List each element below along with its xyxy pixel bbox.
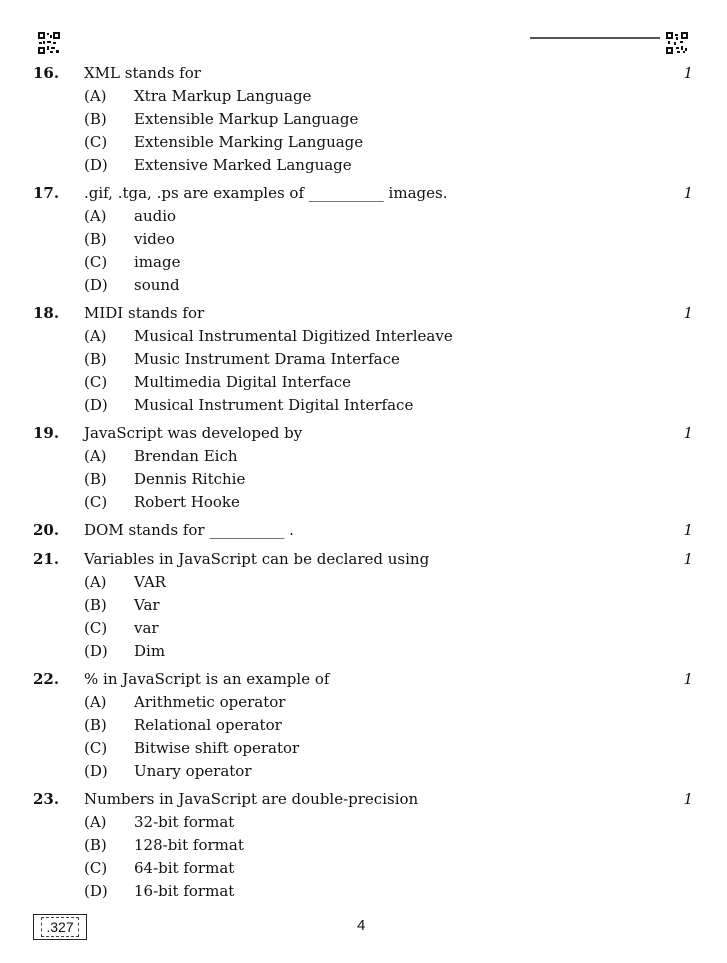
question-number: 22.: [33, 670, 60, 688]
option-text: sound: [134, 276, 180, 294]
option-label: (B): [84, 350, 107, 368]
option-d: [33, 154, 693, 177]
option-c: [33, 131, 693, 154]
option-text: Musical Instrument Digital Interface: [134, 396, 414, 414]
option-text: Xtra Markup Language: [134, 87, 312, 105]
option-b: [33, 348, 693, 371]
question-number: 18.: [33, 304, 60, 322]
option-label: (D): [84, 276, 108, 294]
option-label: (D): [84, 762, 108, 780]
qr-code-icon: [38, 32, 60, 54]
option-text: Extensive Marked Language: [134, 156, 352, 174]
question-number: 16.: [33, 64, 60, 82]
serial-barcode: [530, 35, 660, 41]
option-b: [33, 594, 693, 617]
qr-code-icon: [666, 32, 688, 54]
option-label: (A): [84, 447, 107, 465]
option-label: (D): [84, 396, 108, 414]
option-label: (C): [84, 133, 108, 151]
option-label: (A): [84, 327, 107, 345]
question-marks: 1: [683, 64, 693, 82]
question-line: [33, 788, 693, 811]
option-text: 128-bit format: [134, 836, 244, 854]
question-line: [33, 62, 693, 85]
question-number: 23.: [33, 790, 60, 808]
question-text: JavaScript was developed by: [84, 424, 303, 442]
option-label: (D): [84, 882, 108, 900]
question-marks: 1: [683, 521, 693, 539]
option-label: (A): [84, 87, 107, 105]
option-text: image: [134, 253, 181, 271]
question-line: [33, 182, 693, 205]
option-label: (A): [84, 207, 107, 225]
option-a: [33, 325, 693, 348]
option-label: (A): [84, 813, 107, 831]
option-text: VAR: [134, 573, 166, 591]
option-label: (B): [84, 596, 107, 614]
option-text: Relational operator: [134, 716, 282, 734]
option-d: [33, 880, 693, 903]
option-b: [33, 108, 693, 131]
question-text: MIDI stands for: [84, 304, 205, 322]
option-text: Bitwise shift operator: [134, 739, 300, 757]
question-18: [33, 302, 693, 417]
question-number: 20.: [33, 521, 60, 539]
question-number: 17.: [33, 184, 60, 202]
option-text: Dim: [134, 642, 166, 660]
option-a: [33, 811, 693, 834]
question-line: [33, 519, 693, 542]
option-a: [33, 571, 693, 594]
option-label: (C): [84, 253, 108, 271]
option-b: [33, 228, 693, 251]
option-label: (A): [84, 693, 107, 711]
option-text: Extensible Markup Language: [134, 110, 359, 128]
question-marks: 1: [683, 424, 693, 442]
paper-code: .327: [41, 917, 78, 937]
option-label: (D): [84, 642, 108, 660]
option-b: [33, 468, 693, 491]
option-text: Robert Hooke: [134, 493, 240, 511]
question-23: [33, 788, 693, 903]
question-17: [33, 182, 693, 297]
question-marks: 1: [683, 184, 693, 202]
option-label: (A): [84, 573, 107, 591]
option-text: Music Instrument Drama Interface: [134, 350, 400, 368]
option-label: (B): [84, 836, 107, 854]
page-number: 4: [357, 917, 366, 934]
option-label: (C): [84, 493, 108, 511]
option-text: Extensible Marking Language: [134, 133, 364, 151]
option-b: [33, 714, 693, 737]
question-text: Numbers in JavaScript are double-precision: [84, 790, 419, 808]
question-number: 19.: [33, 424, 60, 442]
option-c: [33, 737, 693, 760]
question-21: [33, 548, 693, 663]
option-label: (B): [84, 110, 107, 128]
option-a: [33, 205, 693, 228]
option-a: [33, 691, 693, 714]
option-text: Arithmetic operator: [134, 693, 286, 711]
option-label: (B): [84, 470, 107, 488]
option-label: (C): [84, 859, 108, 877]
option-c: [33, 251, 693, 274]
option-c: [33, 617, 693, 640]
question-marks: 1: [683, 670, 693, 688]
option-label: (C): [84, 373, 108, 391]
question-marks: 1: [683, 304, 693, 322]
question-text: .gif, .tga, .ps are examples of __________ images.: [84, 184, 448, 202]
question-16: [33, 62, 693, 177]
option-d: [33, 394, 693, 417]
option-text: Brendan Eich: [134, 447, 238, 465]
option-label: (B): [84, 230, 107, 248]
option-a: [33, 445, 693, 468]
option-b: [33, 834, 693, 857]
option-text: 64-bit format: [134, 859, 235, 877]
option-d: [33, 760, 693, 783]
option-text: video: [134, 230, 175, 248]
question-number: 21.: [33, 550, 60, 568]
option-d: [33, 274, 693, 297]
option-text: audio: [134, 207, 177, 225]
question-line: [33, 548, 693, 571]
option-a: [33, 85, 693, 108]
option-text: Dennis Ritchie: [134, 470, 246, 488]
question-19: [33, 422, 693, 514]
option-text: Musical Instrumental Digitized Interleave: [134, 327, 453, 345]
option-c: [33, 491, 693, 514]
option-text: Unary operator: [134, 762, 252, 780]
question-text: XML stands for: [84, 64, 201, 82]
option-text: Multimedia Digital Interface: [134, 373, 352, 391]
option-text: 32-bit format: [134, 813, 235, 831]
question-text: Variables in JavaScript can be declared using: [84, 550, 430, 568]
question-20: [33, 519, 693, 542]
option-label: (B): [84, 716, 107, 734]
paper-code-box: [33, 914, 87, 940]
question-text: DOM stands for __________ .: [84, 521, 294, 539]
option-text: 16-bit format: [134, 882, 235, 900]
option-d: [33, 640, 693, 663]
option-label: (D): [84, 156, 108, 174]
question-marks: 1: [683, 790, 693, 808]
option-c: [33, 857, 693, 880]
option-label: (C): [84, 739, 108, 757]
option-label: (C): [84, 619, 108, 637]
question-marks: 1: [683, 550, 693, 568]
option-text: var: [134, 619, 159, 637]
question-text: % in JavaScript is an example of: [84, 670, 330, 688]
question-line: [33, 302, 693, 325]
question-line: [33, 668, 693, 691]
option-c: [33, 371, 693, 394]
question-22: [33, 668, 693, 783]
question-list: [33, 62, 693, 903]
option-text: Var: [134, 596, 160, 614]
question-line: [33, 422, 693, 445]
